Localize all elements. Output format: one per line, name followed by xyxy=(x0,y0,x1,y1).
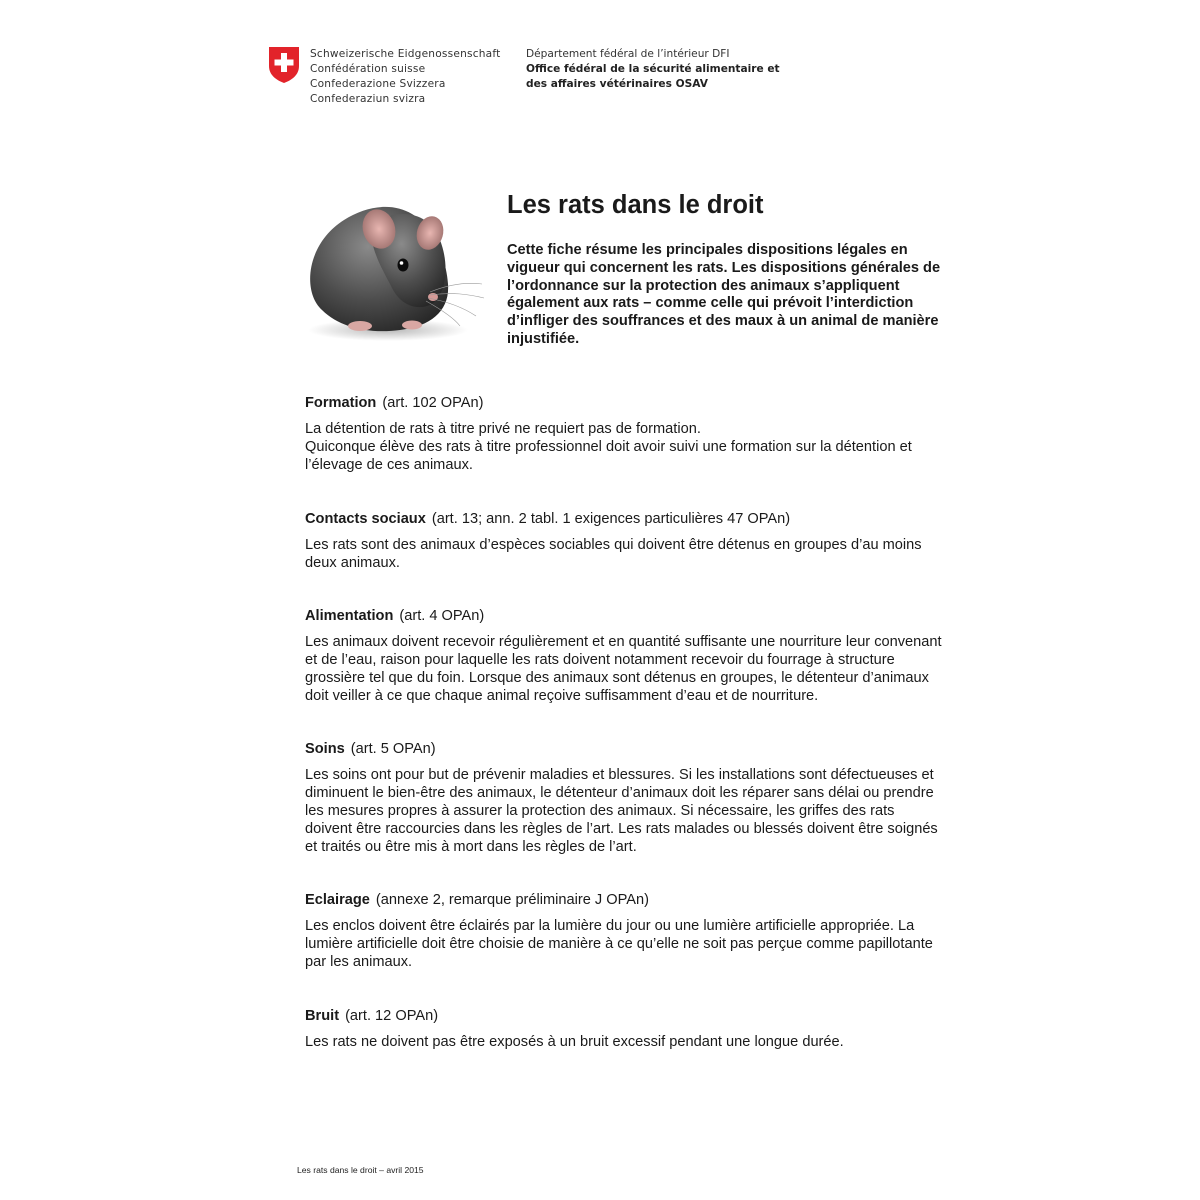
confederation-names xyxy=(310,47,500,107)
confederation-line: Confederaziun svizra xyxy=(310,93,426,105)
section-paragraph: Les rats ne doivent pas être exposés à un bruit excessif pendant une longue durée. xyxy=(305,1034,844,1050)
section-formation xyxy=(305,394,945,475)
section-paragraph: Quiconque élève des rats à titre professionnel doit avoir suivi une formation sur la détention et l’élevage de ces animaux. xyxy=(305,438,912,473)
section-body xyxy=(305,634,945,706)
section-paragraph: Les animaux doivent recevoir régulièrement et en quantité suffisante une nourriture leur convenant et de l’eau, raison pour laquelle les rats doivent notamment recevoir du fourrage à structure grossière tel que du foin. Lorsque des animaux sont détenus en groupes, le détenteur d’animaux doit veiller à ce que chaque animal reçoive suffisamment d’eau et de nourriture. xyxy=(305,634,942,704)
section-title: Alimentation xyxy=(305,608,394,624)
section-heading xyxy=(305,1007,945,1025)
swiss-crest-icon xyxy=(268,46,300,84)
confederation-line: Confederazione Svizzera xyxy=(310,78,446,90)
section-title: Contacts sociaux xyxy=(305,511,426,527)
section-paragraph: Les soins ont pour but de prévenir maladies et blessures. Si les installations sont défectueuses et diminuent le bien-être des animaux, le détenteur d’animaux doit les réparer sans délai ou prendre les mesures propres à assurer la protection des animaux. Si nécessaire, les griffes des rats doivent être raccourcies dans les règles de l’art. Les rats malades ou blessés doivent être soignés et traités ou être mis à mort dans les règles de l’art. xyxy=(305,767,938,855)
section-eclairage xyxy=(305,891,945,972)
department-name: Département fédéral de l’intérieur DFI xyxy=(526,48,730,60)
section-soins xyxy=(305,740,945,857)
department-block xyxy=(526,47,780,92)
section-reference: (annexe 2, remarque préliminaire J OPAn) xyxy=(375,892,649,908)
section-heading xyxy=(305,607,945,625)
office-name-line1: Office fédéral de la sécurité alimentaire et xyxy=(526,63,780,75)
section-paragraph: Les enclos doivent être éclairés par la lumière du jour ou une lumière artificielle appropriée. La lumière artificielle doit être choisie de manière à ce qu’elle ne soit pas perçue comme papillotante par les animaux. xyxy=(305,918,933,970)
rat-illustration xyxy=(300,192,486,344)
section-body xyxy=(305,767,945,857)
letterhead xyxy=(268,46,968,110)
page-title: Les rats dans le droit xyxy=(507,191,764,219)
section-title: Formation xyxy=(305,395,377,411)
page-footer: Les rats dans le droit – avril 2015 xyxy=(297,1165,424,1175)
section-alimentation xyxy=(305,607,945,706)
section-body xyxy=(305,918,945,972)
section-reference: (art. 12 OPAn) xyxy=(345,1008,439,1024)
section-title: Eclairage xyxy=(305,892,370,908)
section-title: Bruit xyxy=(305,1008,340,1024)
section-body xyxy=(305,421,945,475)
section-paragraph: La détention de rats à titre privé ne requiert pas de formation. xyxy=(305,421,701,437)
section-reference: (art. 13; ann. 2 tabl. 1 exigences particulières 47 OPAn) xyxy=(431,511,791,527)
confederation-line: Confédération suisse xyxy=(310,63,426,75)
section-paragraph: Les rats sont des animaux d’espèces sociables qui doivent être détenus en groupes d’au moins deux animaux. xyxy=(305,537,922,571)
section-body xyxy=(305,1034,945,1052)
section-heading xyxy=(305,891,945,909)
office-name-line2: des affaires vétérinaires OSAV xyxy=(526,78,708,90)
section-reference: (art. 102 OPAn) xyxy=(382,395,484,411)
section-contacts-sociaux xyxy=(305,510,945,573)
section-heading xyxy=(305,394,945,412)
section-bruit xyxy=(305,1007,945,1052)
section-reference: (art. 4 OPAn) xyxy=(399,608,485,624)
section-reference: (art. 5 OPAn) xyxy=(350,741,436,757)
section-heading xyxy=(305,740,945,758)
section-title: Soins xyxy=(305,741,345,757)
section-heading xyxy=(305,510,945,528)
confederation-line: Schweizerische Eidgenossenschaft xyxy=(310,48,501,60)
intro-summary: Cette fiche résume les principales dispositions légales en vigueur qui concernent les rats. Les dispositions générales de l’ordonnance sur la protection des animaux s’appliquent également aux rats – comme celle qui prévoit l’interdiction d’infliger des souffrances et des maux à un animal de manière injustifiée. xyxy=(507,242,941,347)
section-body xyxy=(305,537,945,573)
